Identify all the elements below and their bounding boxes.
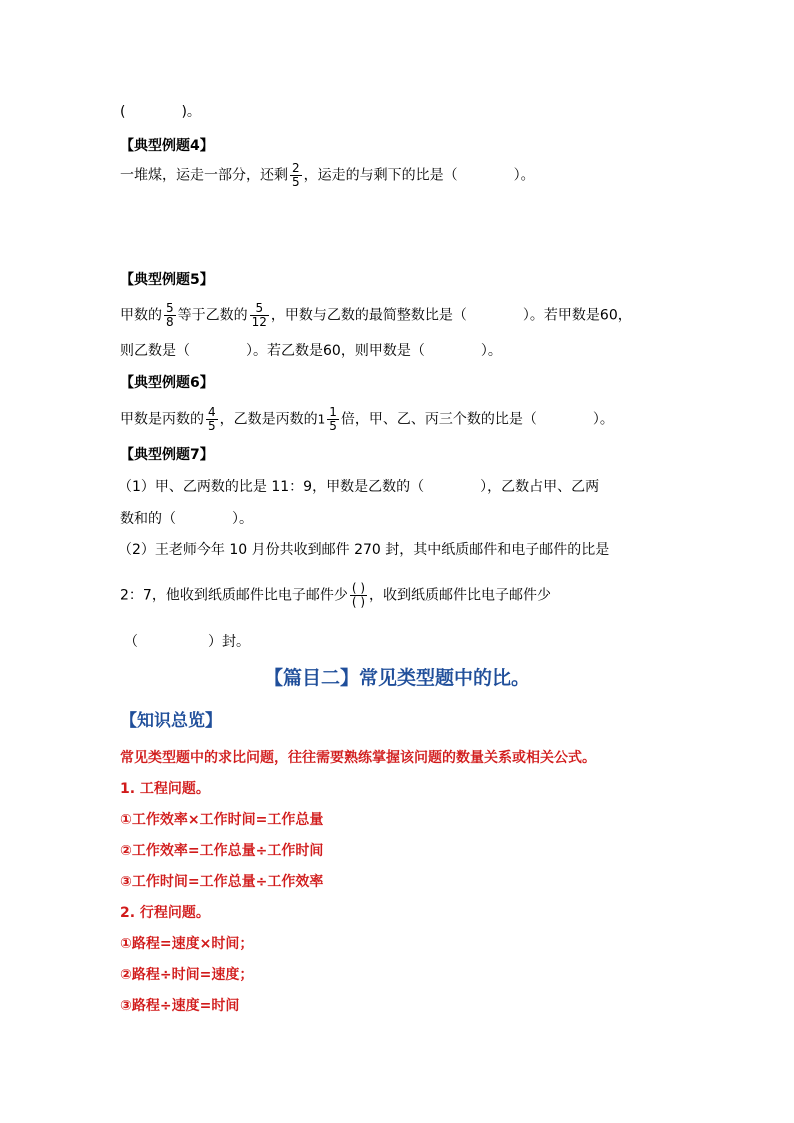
fraction-denominator: 8: [166, 315, 174, 329]
fraction-numerator: 4: [208, 405, 216, 419]
text-segment: ，甲数与乙数的最简整数比是（ ）。若甲数是60，: [270, 307, 632, 324]
text-segment: ，乙数是丙数的: [219, 411, 318, 428]
fraction-numerator: 2: [292, 161, 300, 175]
fraction-denominator: 5: [292, 175, 300, 189]
example-4-heading: 【典型例题4】: [120, 138, 214, 154]
example-5-heading: 【典型例题5】: [120, 272, 214, 288]
formula-2: ②工作效率=工作总量÷工作时间: [120, 843, 324, 859]
example-7-part1-line2: 数和的（ ）。: [120, 511, 253, 527]
text-segment: ，运走的与剩下的比是（ ）。: [303, 167, 535, 184]
text-segment: 2：7，他收到纸质邮件比电子邮件少: [120, 587, 348, 604]
fraction: [250, 302, 269, 329]
text-segment: 甲数是丙数的: [120, 411, 204, 428]
example-6-heading: 【典型例题6】: [120, 375, 214, 391]
example-5-text-line2: 则乙数是（ ）。若乙数是60，则甲数是（ ）。: [120, 343, 502, 359]
example-7-part2-line2: [120, 582, 551, 609]
topic-travel: 2. 行程问题。: [120, 905, 210, 921]
knowledge-overview-heading: 【知识总览】: [120, 711, 222, 731]
example-7-part2-line1: （2）王老师今年 10 月份共收到邮件 270 封，其中纸质邮件和电子邮件的比是: [118, 542, 610, 558]
text-segment: 甲数的: [120, 307, 162, 324]
knowledge-intro: 常见类型题中的求比问题，往往需要熟练掌握该问题的数量关系或相关公式。: [120, 750, 596, 766]
fraction-denominator: 12: [251, 315, 267, 329]
example-6-text: [120, 406, 614, 433]
fraction-numerator: ( ): [351, 581, 366, 595]
mixed-number-whole: 1: [317, 412, 326, 427]
fraction-numerator: 1: [329, 405, 337, 419]
text-segment: 一堆煤，运走一部分，还剩: [120, 167, 288, 184]
formula-4: ①路程=速度×时间；: [120, 936, 254, 952]
fraction: [327, 406, 339, 433]
fraction-denominator: ( ): [351, 595, 366, 609]
example-5-text-line1: [120, 302, 632, 329]
formula-3: ③工作时间=工作总量÷工作效率: [120, 874, 324, 890]
formula-6: ③路程÷速度=时间: [120, 998, 240, 1014]
fraction-numerator: 5: [255, 301, 264, 315]
formula-5: ②路程÷时间=速度；: [120, 967, 254, 983]
formula-1: ①工作效率×工作时间=工作总量: [120, 812, 324, 828]
answer-blank-line: ( )。: [120, 104, 201, 120]
text-segment: 倍，甲、乙、丙三个数的比是（ ）。: [340, 411, 614, 428]
fraction-denominator: 5: [329, 419, 337, 433]
topic-engineering: 1. 工程问题。: [120, 781, 210, 797]
fraction: [164, 302, 176, 329]
blank-fraction: [350, 582, 367, 609]
mixed-number: [318, 406, 341, 433]
example-4-text: [120, 162, 535, 189]
fraction: [206, 406, 218, 433]
text-segment: ，收到纸质邮件比电子邮件少: [369, 587, 552, 604]
fraction: [290, 162, 302, 189]
fraction-denominator: 5: [208, 419, 216, 433]
text-segment: 等于乙数的: [177, 307, 248, 324]
example-7-part2-line3: （ ）封。: [124, 634, 250, 650]
example-7-part1-line1: （1）甲、乙两数的比是 11：9，甲数是乙数的（ ），乙数占甲、乙两: [118, 479, 600, 495]
example-7-heading: 【典型例题7】: [120, 447, 214, 463]
section-title: 【篇目二】常见类型题中的比。: [263, 667, 530, 689]
fraction-numerator: 5: [166, 301, 174, 315]
